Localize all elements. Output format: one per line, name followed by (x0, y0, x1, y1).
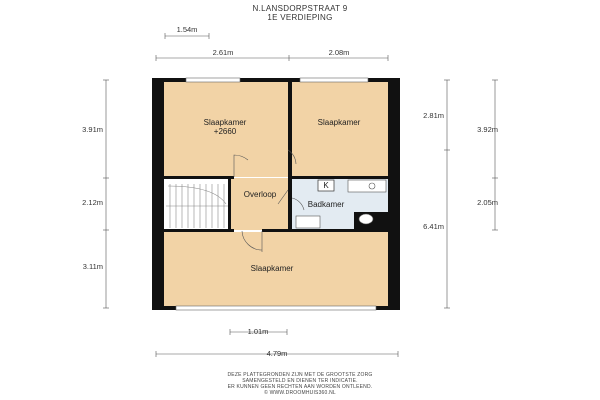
shower-icon (348, 180, 386, 192)
dim-right-outer-top: 3.92m (477, 125, 498, 134)
room-landing (230, 178, 288, 230)
label-bedroom-ne: Slaapkamer (317, 118, 361, 127)
disclaimer-line-4: © WWW.DROOMHUIS360.NL (264, 390, 336, 396)
dim-bottom-total: 4.79m (266, 349, 288, 358)
dim-left-bottom: 3.11m (82, 262, 103, 271)
disclaimer-line-1: DEZE PLATTEGRONDEN ZIJN MET DE GROOTSTE ZORG (227, 372, 373, 378)
toilet-icon (359, 214, 373, 224)
dim-top-small: 1.54m (176, 25, 198, 34)
dim-top-left: 2.61m (212, 48, 234, 57)
label-bedroom-s: Slaapkamer (250, 264, 294, 273)
dim-right-inner-bottom: 6.41m (423, 222, 444, 231)
dim-left-top: 3.91m (82, 125, 103, 134)
label-bedroom-nw-height: +2660 (213, 127, 237, 136)
disclaimer-line-3: ER KUNNEN GEEN RECHTEN AAN WORDEN ONTLEEND. (227, 384, 373, 390)
floor-label: 1E VERDIEPING (267, 13, 333, 22)
dim-left-mid: 2.12m (82, 198, 103, 207)
disclaimer-line-2: SAMENGESTELD EN DIENEN TER INDICATIE. (242, 378, 358, 384)
dim-right-outer-bottom: 2.05m (477, 198, 498, 207)
label-landing: Overloop (243, 190, 277, 199)
dim-right-inner-top: 2.81m (423, 111, 444, 120)
label-bedroom-nw: Slaapkamer (203, 118, 247, 127)
label-k: K (323, 181, 329, 190)
plan-address: N.LANSDORPSTRAAT 9 (252, 4, 348, 13)
room-bedroom-ne (292, 82, 388, 177)
dim-bottom-small: 1.01m (247, 327, 269, 336)
sink-icon (296, 216, 320, 228)
dim-top-right: 2.08m (328, 48, 350, 57)
label-bathroom: Badkamer (307, 200, 345, 209)
